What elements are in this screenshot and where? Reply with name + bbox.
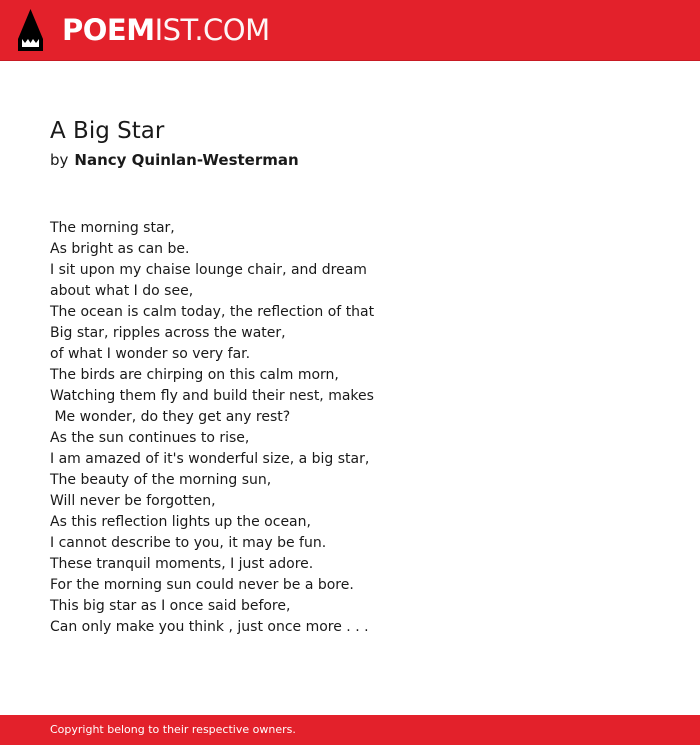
byline bbox=[50, 149, 650, 171]
site-logo-link[interactable] bbox=[18, 9, 270, 51]
site-header bbox=[0, 0, 700, 61]
author-link[interactable]: Nancy Quinlan-Westerman bbox=[74, 151, 299, 169]
poem-line: I sit upon my chaise lounge chair, and dream bbox=[50, 262, 367, 278]
poem-line: The beauty of the morning sun, bbox=[50, 472, 272, 488]
poem-line: I cannot describe to you, it may be fun. bbox=[50, 535, 327, 551]
poem-title: A Big Star bbox=[50, 118, 165, 144]
poem-line: Me wonder, do they get any rest? bbox=[50, 409, 291, 425]
pencil-tip-icon bbox=[18, 9, 43, 51]
poem-line: As this reflection lights up the ocean, bbox=[50, 514, 311, 530]
poem-line: Watching them fly and build their nest, makes bbox=[50, 388, 374, 404]
poem-line: about what I do see, bbox=[50, 283, 194, 299]
poem-line: For the morning sun could never be a bore. bbox=[50, 577, 354, 593]
poem-line: The ocean is calm today, the reflection of that bbox=[50, 304, 375, 320]
by-label: by bbox=[50, 151, 69, 169]
poem-line: I am amazed of it's wonderful size, a big star, bbox=[50, 451, 370, 467]
poem-line: As the sun continues to rise, bbox=[50, 430, 250, 446]
poem-line: of what I wonder so very far. bbox=[50, 346, 251, 362]
copyright-text: Copyright belong to their respective owners. bbox=[50, 723, 296, 736]
poem-line: Will never be forgotten, bbox=[50, 493, 216, 509]
poem-body bbox=[50, 218, 650, 638]
poem-line: Can only make you think , just once more . . . bbox=[50, 619, 369, 635]
poem-line: These tranquil moments, I just adore. bbox=[50, 556, 314, 572]
site-logo-text bbox=[62, 12, 270, 47]
poem-line: This big star as I once said before, bbox=[50, 598, 291, 614]
site-footer bbox=[0, 715, 700, 745]
poem-heading bbox=[50, 114, 650, 171]
poem-line: The morning star, bbox=[50, 220, 175, 236]
poem-line: Big star, ripples across the water, bbox=[50, 325, 286, 341]
poem-line: The birds are chirping on this calm morn, bbox=[50, 367, 339, 383]
logo-light-part: IST.COM bbox=[154, 12, 270, 47]
poem-line: As bright as can be. bbox=[50, 241, 190, 257]
logo-bold-part: POEM bbox=[62, 12, 155, 47]
